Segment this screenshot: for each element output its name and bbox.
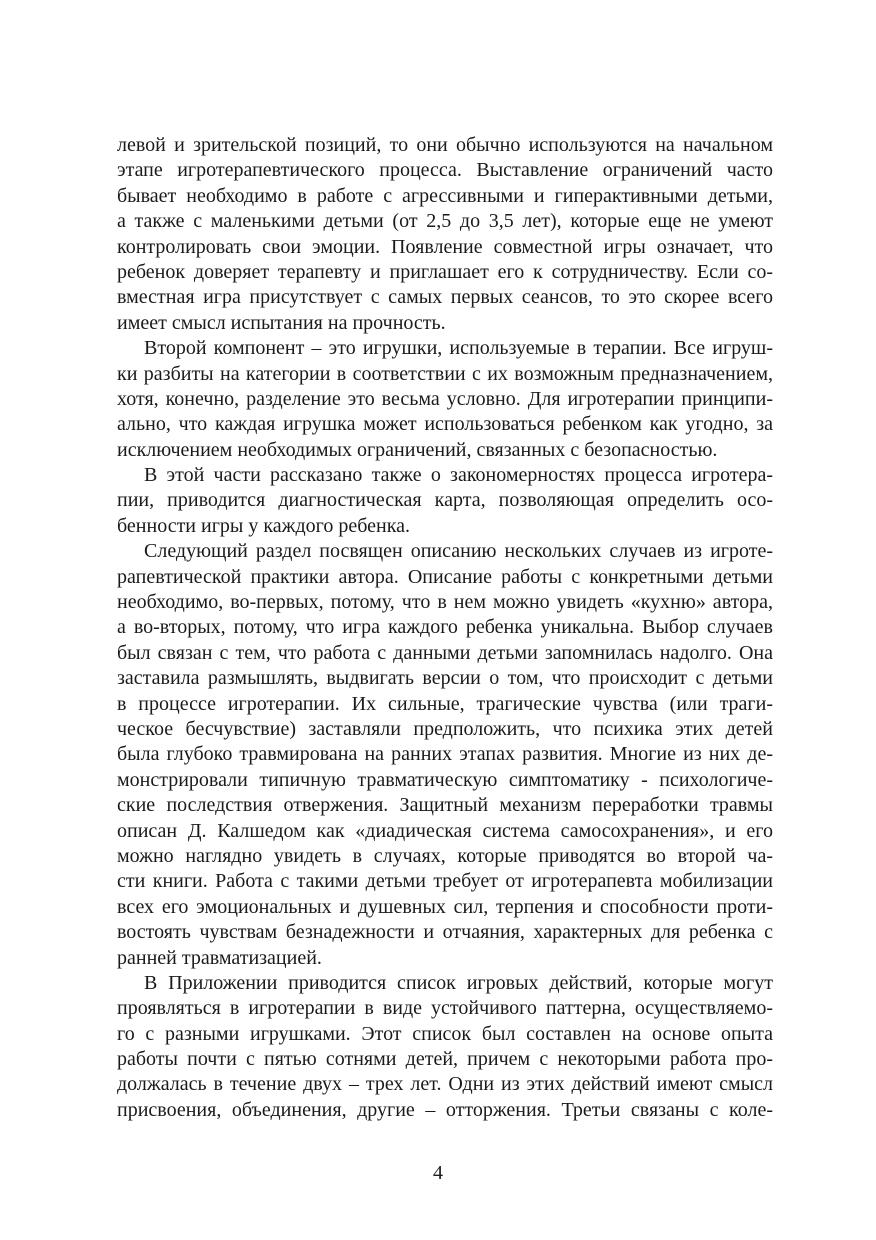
text-line: бенности игры у каждого ребенка. (117, 514, 411, 537)
text-line: вместная игра присутствует с самых первых сеансов, то это скорее всего (117, 286, 773, 309)
paragraph (117, 539, 773, 971)
text-line: ранней травматизацией. (117, 946, 322, 969)
text-line: Второй компонент – это игрушки, используемые в терапии. Все игруш- (144, 337, 773, 360)
text-line: бывает необходимо в работе с агрессивными и гиперактивными детьми, (117, 184, 773, 207)
text-line: проявляться в игротерапии в виде устойчивого паттерна, осуществляемо- (117, 997, 773, 1020)
text-line: левой и зрительской позиций, то они обычно используются на начальном (117, 134, 773, 156)
text-line: В Приложении приводится список игровых действий, которые могут (144, 971, 773, 994)
text-line: в процессе игротерапии. Их сильные, трагические чувства (или траги- (117, 692, 773, 715)
text-line: можно наглядно увидеть в случаях, которые приводятся во второй ча- (117, 844, 773, 867)
text-line: всех его эмоциональных и душевных сил, терпения и способности проти- (117, 895, 773, 918)
text-line: заставила размышлять, выдвигать версии о том, что происходит с детьми (117, 667, 773, 690)
text-line: контролировать свои эмоции. Появление совместной игры означает, что (117, 235, 773, 258)
text-line: исключением необходимых ограничений, связанных с безопасностью. (117, 438, 718, 461)
text-line: была глубоко травмирована на ранних этапах развития. Многие из них де- (117, 743, 773, 766)
text-line: хотя, конечно, разделение это весьма условно. Для игротерапии принципи- (117, 387, 773, 410)
body-text (117, 133, 773, 1123)
text-line: востоять чувствам безнадежности и отчаяния, характерных для ребенка с (117, 921, 773, 944)
text-line: а во-вторых, потому, что игра каждого ребенка уникальна. Выбор случаев (117, 616, 773, 639)
text-line: имеет смысл испытания на прочность. (117, 311, 446, 334)
text-line: рапевтической практики автора. Описание работы с конкретными детьми (117, 565, 773, 588)
text-line: работы почти с пятью сотнями детей, причем с некоторыми работа про- (117, 1048, 773, 1071)
text-line: а также с маленькими детьми (от 2,5 до 3,5 лет), которые еще не умеют (117, 210, 773, 233)
text-line: был связан с тем, что работа с данными детьми запомнилась надолго. Она (117, 641, 773, 664)
paragraph (117, 971, 773, 1123)
text-line: ально, что каждая игрушка может использоваться ребенком как угодно, за (117, 413, 773, 436)
text-line: ребенок доверяет терапевту и приглашает его к сотрудничеству. Если со- (117, 260, 773, 283)
text-line: ческое бесчувствие) заставляли предположить, что психика этих детей (117, 717, 773, 740)
text-line: этапе игротерапевтического процесса. Выставление ограничений часто (117, 159, 773, 182)
text-line: Следующий раздел посвящен описанию нескольких случаев из игроте- (144, 540, 773, 563)
text-line: необходимо, во-первых, потому, что в нем можно увидеть «кухню» автора, (117, 591, 773, 614)
text-line: го с разными игрушками. Этот список был составлен на основе опыта (117, 1022, 773, 1045)
page-number: 4 (433, 1162, 443, 1184)
paragraph (117, 133, 773, 336)
text-line: присвоения, объединения, другие – отторжения. Третьи связаны с коле- (117, 1098, 773, 1121)
text-line: описан Д. Калшедом как «диадическая система самосохранения», и его (117, 819, 773, 842)
text-line: ки разбиты на категории в соответствии с их возможным предназначением, (117, 362, 773, 385)
text-line: монстрировали типичную травматическую симптоматику - психологиче- (117, 768, 773, 791)
text-line: сти книги. Работа с такими детьми требует от игротерапевта мобилизации (117, 870, 773, 893)
text-line: должалась в течение двух – трех лет. Одни из этих действий имеют смысл (117, 1073, 773, 1096)
paragraph (117, 336, 773, 463)
paragraph (117, 463, 773, 539)
text-line: ские последствия отвержения. Защитный механизм переработки травмы (117, 794, 773, 817)
text-line: В этой части рассказано также о закономерностях процесса игротера- (144, 464, 773, 487)
text-line: пии, приводится диагностическая карта, позволяющая определить осо- (117, 489, 773, 512)
